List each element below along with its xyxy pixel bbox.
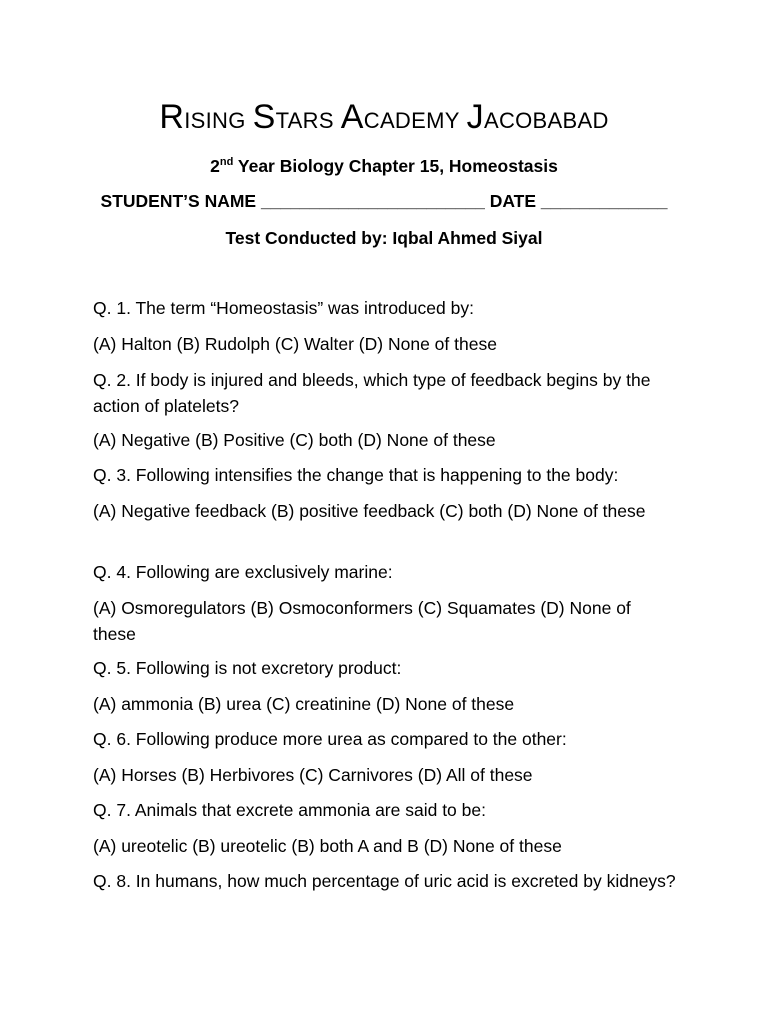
options-6: (A) Horses (B) Herbivores (C) Carnivores (D) All of these [93,765,533,785]
conducted-by: Test Conducted by: Iqbal Ahmed Siyal [225,228,543,248]
options-5: (A) ammonia (B) urea (C) creatinine (D) None of these [93,694,515,714]
question-3: Q. 3. Following intensifies the change that is happening to the body: [93,465,619,485]
test-subtitle: 2nd Year Biology Chapter 15, Homeostasis [210,156,558,176]
date-field: _____________ [540,191,668,211]
date-label: DATE [489,191,537,211]
options-3: (A) Negative feedback (B) positive feedback (C) both (D) None of these [93,501,646,521]
options-1: (A) Halton (B) Rudolph (C) Walter (D) None of these [93,334,497,354]
question-5: Q. 5. Following is not excretory product: [93,658,402,678]
student-name-field: _______________________ [260,191,485,211]
question-8: Q. 8. In humans, how much percentage of uric acid is excreted by kidneys? [93,871,676,891]
question-1: Q. 1. The term “Homeostasis” was introduced by: [93,298,474,318]
student-info-line [0,191,768,212]
options-2: (A) Negative (B) Positive (C) both (D) None of these [93,430,496,450]
options-7: (A) ureotelic (B) ureotelic (B) both A and B (D) None of these [93,836,562,856]
school-title: RISING STARS ACADEMY JACOBABAD [159,98,609,136]
options-4: (A) Osmoregulators (B) Osmoconformers (C) Squamates (D) None of these [93,598,631,644]
question-2: Q. 2. If body is injured and bleeds, which type of feedback begins by the action of platelets? [93,370,651,416]
question-6: Q. 6. Following produce more urea as compared to the other: [93,729,567,749]
student-name-label: STUDENT’S NAME [100,191,257,211]
question-7: Q. 7. Animals that excrete ammonia are said to be: [93,800,486,820]
question-4: Q. 4. Following are exclusively marine: [93,562,393,582]
